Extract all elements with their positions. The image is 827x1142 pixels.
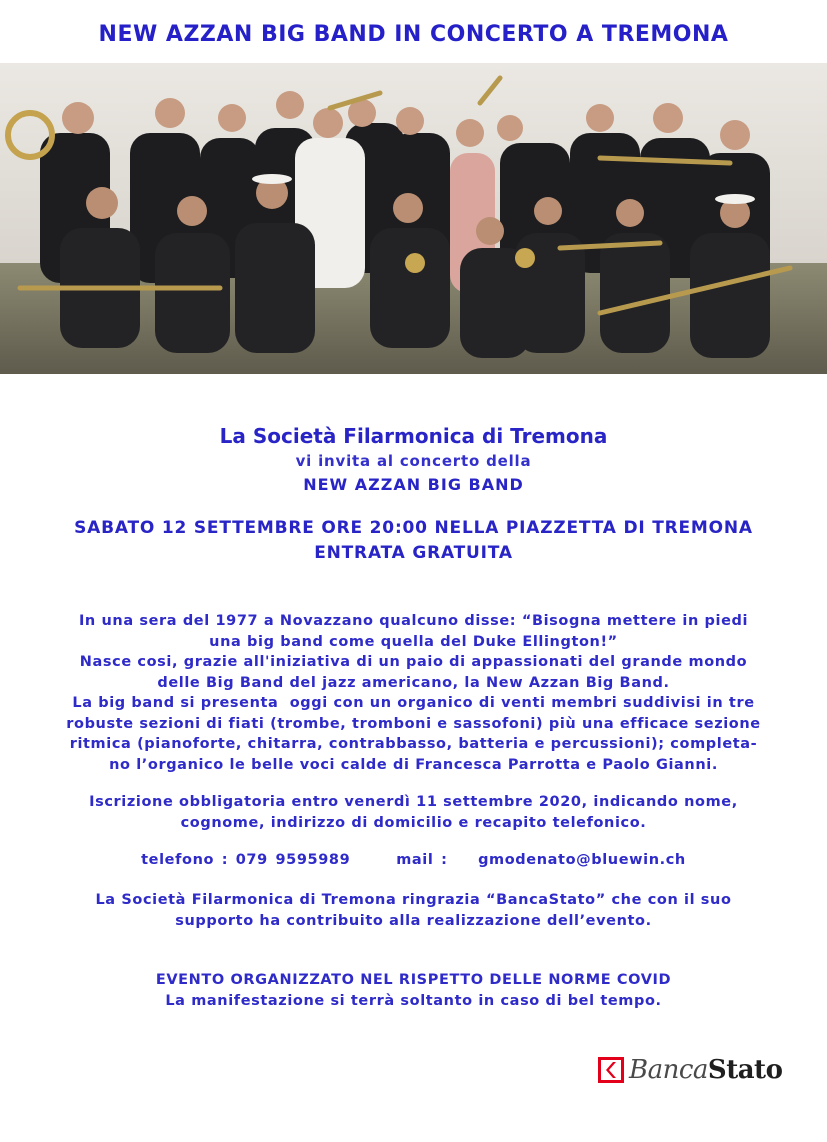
history-line: robuste sezioni di fiati (trombe, tromboni e sassofoni) più una efficace sezione — [66, 715, 761, 732]
covid-line: La manifestazione si terrà soltanto in caso di bel tempo. — [165, 992, 662, 1009]
history-line: Nasce cosi, grazie all'iniziativa di un paio di appassionati del grande mondo — [79, 654, 748, 670]
page-title: NEW AZZAN BIG BAND IN CONCERTO A TREMONA — [98, 22, 729, 47]
history-line: ritmica (pianoforte, chitarra, contrabbasso, batteria e percussioni); completa- — [69, 736, 758, 752]
invitation-line: vi invita al concerto della — [295, 452, 532, 470]
bancastato-logo-text: BancaStato — [629, 1055, 783, 1085]
bancastato-logo — [598, 1052, 790, 1088]
phone-label: telefono : 079 9595989 — [141, 852, 351, 868]
registration-paragraph — [0, 792, 827, 833]
band-photo-illustration — [0, 63, 827, 374]
band-name: NEW AZZAN BIG BAND — [303, 475, 524, 494]
history-line: no l’organico le belle voci calde di Francesca Parrotta e Paolo Gianni. — [109, 756, 718, 773]
event-date-location: SABATO 12 SETTEMBRE ORE 20:00 NELLA PIAZZETTA DI TREMONA — [74, 518, 753, 538]
thanks-line: supporto ha contribuito alla realizzazione dell’evento. — [175, 912, 652, 929]
history-paragraph — [0, 611, 827, 775]
band-photo — [0, 63, 827, 374]
thanks-paragraph — [0, 890, 827, 931]
history-line: La big band si presenta oggi con un organico di venti membri suddivisi in tre — [72, 695, 755, 711]
organizer-heading: La Società Filarmonica di Tremona — [219, 424, 608, 448]
mail-label: mail : — [396, 852, 448, 868]
bancastato-logo-icon — [598, 1057, 624, 1083]
history-line: delle Big Band del jazz americano, la New Azzan Big Band. — [157, 674, 670, 691]
history-line: una big band come quella del Duke Ellington!” — [209, 633, 618, 650]
email-link[interactable]: gmodenato@bluewin.ch — [478, 852, 686, 868]
history-line: In una sera del 1977 a Novazzano qualcuno disse: “Bisogna mettere in piedi — [78, 613, 749, 629]
registration-line: Iscrizione obbligatoria entro venerdì 11 settembre 2020, indicando nome, — [89, 794, 738, 810]
contact-line — [0, 850, 827, 871]
registration-line: cognome, indirizzo di domicilio e recapito telefonico. — [180, 814, 647, 831]
covid-notice — [0, 970, 827, 1011]
thanks-line: La Società Filarmonica di Tremona ringrazia “BancaStato” che con il suo — [95, 892, 732, 908]
entry-info: ENTRATA GRATUITA — [314, 543, 513, 563]
covid-line: EVENTO ORGANIZZATO NEL RISPETTO DELLE NORME COVID — [155, 972, 672, 988]
